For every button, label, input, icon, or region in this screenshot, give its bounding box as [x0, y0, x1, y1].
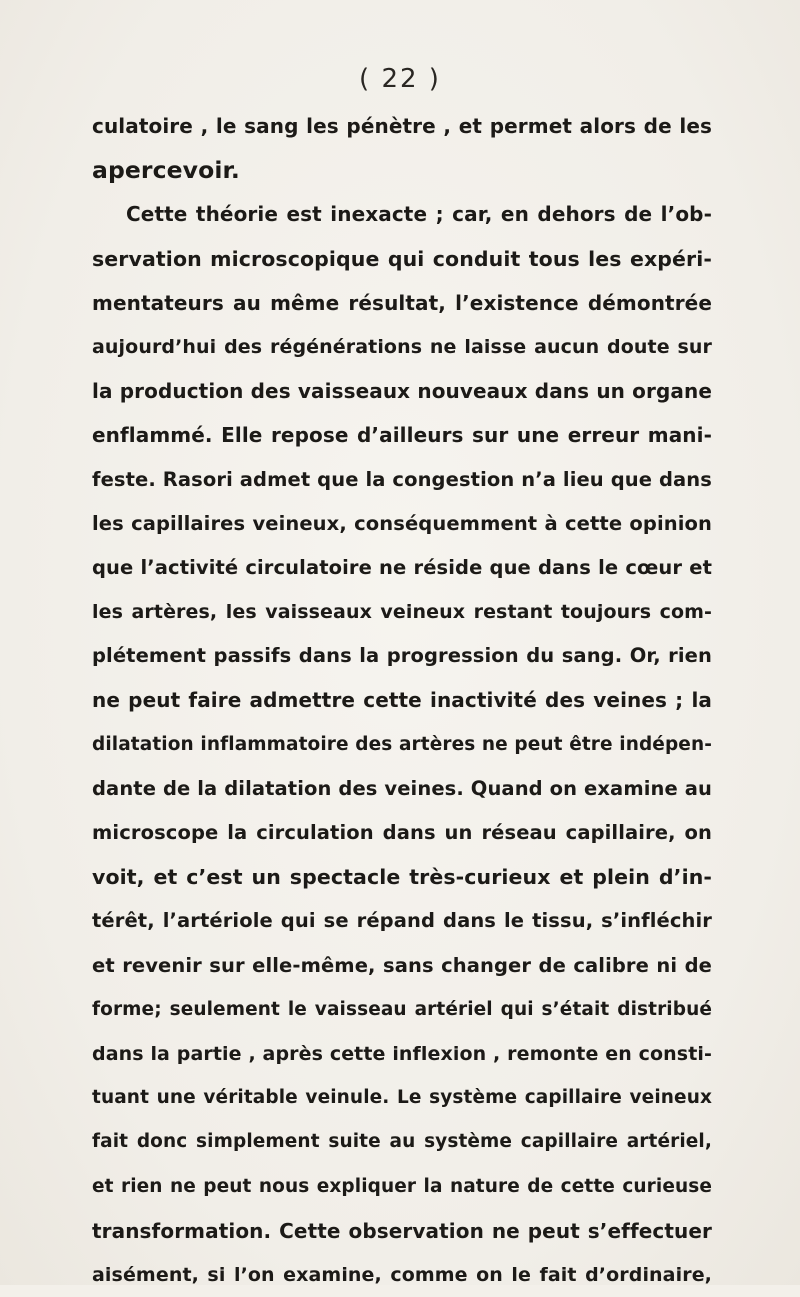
text-line: les artères, les vaisseaux veineux restant toujours com-: [92, 601, 712, 624]
text-line: apercevoir.: [92, 156, 240, 185]
text-line: les capillaires veineux, conséquemment à cette opinion: [92, 511, 712, 535]
text-line: fait donc simplement suite au système capillaire artériel,: [92, 1131, 712, 1153]
text-line: feste. Rasori admet que la congestion n’a lieu que dans: [92, 467, 712, 491]
text-line: que l’activité circulatoire ne réside que dans le cœur et: [92, 555, 712, 579]
text-line: et revenir sur elle-même, sans changer de calibre ni de: [92, 953, 712, 977]
text-line: culatoire , le sang les pénètre , et permet alors de les: [92, 114, 712, 138]
text-line: aujourd’hui des régénérations ne laisse aucun doute sur: [92, 335, 712, 358]
text-line: plétement passifs dans la progression du sang. Or, rien: [92, 644, 712, 668]
text-line: la production des vaisseaux nouveaux dans un organe: [92, 379, 712, 404]
text-line: aisément, si l’on examine, comme on le fait d’ordinaire,: [92, 1263, 712, 1286]
text-line: voit, et c’est un spectacle très-curieux et plein d’in-: [92, 865, 712, 890]
text-line: ne peut faire admettre cette inactivité des veines ; la: [92, 688, 712, 713]
body-text: [92, 104, 712, 1297]
text-line: servation microscopique qui conduit tous les expéri-: [92, 246, 712, 271]
text-line: dilatation inflammatoire des artères ne peut être indépen-: [92, 733, 712, 755]
text-line: dante de la dilatation des veines. Quand on examine au: [92, 776, 712, 800]
text-line: dans la partie , après cette inflexion , remonte en consti-: [92, 1042, 712, 1065]
text-line: térêt, l’artériole qui se répand dans le tissu, s’infléchir: [92, 909, 712, 933]
text-line: Cette théorie est inexacte ; car, en dehors de l’ob-: [126, 202, 712, 227]
page-number: ( 22 ): [359, 64, 441, 94]
text-line: tuant une véritable veinule. Le système capillaire veineux: [92, 1087, 712, 1109]
text-line: enflammé. Elle repose d’ailleurs sur une erreur mani-: [92, 423, 712, 448]
text-line: et rien ne peut nous expliquer la nature de cette curieuse: [92, 1175, 712, 1197]
text-line: mentateurs au même résultat, l’existence démontrée: [92, 290, 712, 315]
text-line: transformation. Cette observation ne peut s’effectuer: [92, 1218, 712, 1243]
text-line: forme; seulement le vaisseau artériel qui s’était distribué: [92, 998, 712, 1020]
text-line: microscope la circulation dans un réseau capillaire, on: [92, 821, 712, 844]
